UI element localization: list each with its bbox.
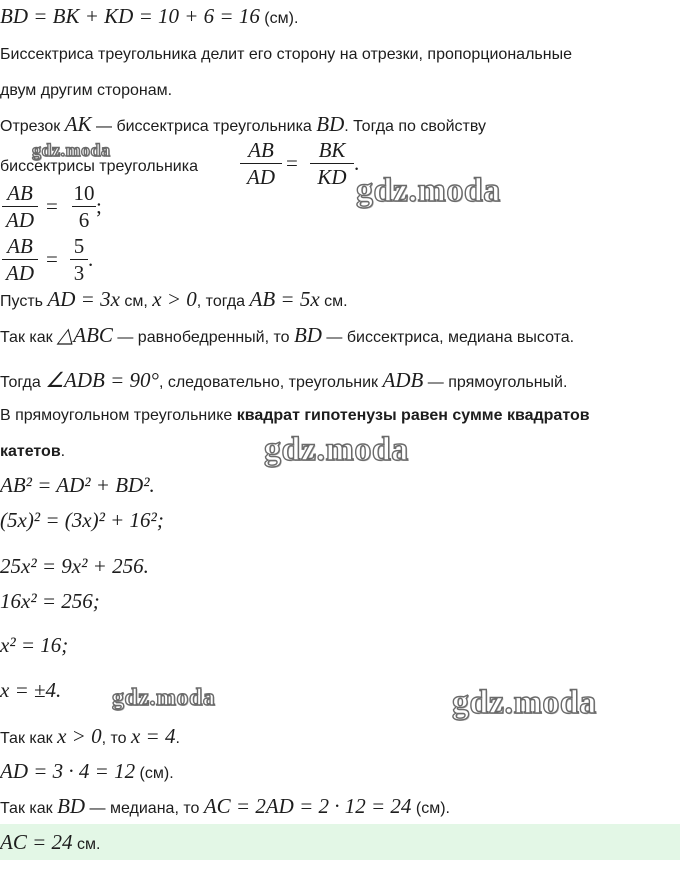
- isosceles-statement: [0, 325, 574, 348]
- math-triangle-abc: △ABC: [57, 323, 113, 347]
- watermark-logo: gdz.moda: [356, 172, 501, 209]
- fraction-bar: [70, 259, 88, 260]
- math-x-positive: x > 0: [152, 287, 197, 311]
- equation-substitution: (5x)² = (3x)² + 16²;: [0, 508, 164, 532]
- fraction-equation-1: [240, 138, 360, 190]
- equation-ad-value: [0, 761, 174, 784]
- math-x-positive: x > 0: [57, 724, 102, 748]
- fraction-numerator: 5: [73, 234, 85, 258]
- fraction-numerator: BK: [318, 138, 346, 162]
- watermark-logo: gdz.moda: [112, 685, 216, 711]
- text-part: см.: [319, 293, 348, 310]
- text-part: — биссектриса треугольника: [91, 118, 317, 135]
- unit-text: см.: [72, 836, 101, 853]
- fraction-numerator: AB: [7, 234, 33, 258]
- right-angle-statement: [0, 370, 567, 393]
- unit-text: (см).: [259, 10, 299, 27]
- answer-highlight: [0, 824, 680, 860]
- pythagorean-statement-cont: [0, 442, 65, 462]
- median-statement: [0, 796, 450, 819]
- equation-bd-sum: [0, 6, 298, 29]
- text-part: , тогда: [196, 293, 250, 310]
- bisector-property-label: биссектрисы треугольника: [0, 158, 198, 175]
- fraction-numerator: AB: [7, 181, 33, 205]
- let-ad-statement: [0, 289, 348, 312]
- equation-x-values: x = ±4.: [0, 678, 62, 702]
- segment-ak-statement: [0, 114, 486, 137]
- text-part: см,: [119, 293, 153, 310]
- text-part: Отрезок: [0, 118, 65, 135]
- text-part: — медиана, то: [85, 800, 204, 817]
- fraction-equation-2: [2, 181, 112, 233]
- math-ad-value: AD = 3 · 4 = 12: [0, 759, 136, 783]
- bold-theorem-text: квадрат гипотенузы равен сумме квадратов: [236, 407, 590, 424]
- bisector-property-text-cont: двум другим сторонам.: [0, 82, 173, 99]
- equation-expanded: 25x² = 9x² + 256.: [0, 554, 149, 578]
- text-part: .: [60, 443, 66, 460]
- fraction-denominator: AD: [247, 165, 275, 189]
- math-bd: BD: [293, 323, 322, 347]
- text-part: Так как: [0, 730, 58, 747]
- text-part: , то: [101, 730, 131, 747]
- math-bd-sum: BD = BK + KD = 10 + 6 = 16: [0, 4, 260, 28]
- pythagorean-statement: [0, 406, 590, 426]
- fraction-denominator: 3: [73, 261, 85, 285]
- fraction-equation-3: [2, 234, 112, 286]
- math-ab: AB = 5x: [249, 287, 320, 311]
- math-ac-value: AC = 2AD = 2 · 12 = 24: [203, 794, 412, 818]
- fraction-numerator: 10: [73, 181, 95, 205]
- math-angle-adb: ∠ADB = 90°: [45, 368, 159, 392]
- fraction-bar: [2, 259, 38, 260]
- text-part: — равнобедренный, то: [112, 329, 294, 346]
- fraction-bar: [2, 206, 38, 207]
- watermark-logo: gdz.moda: [452, 684, 597, 721]
- text-part: Тогда: [0, 374, 46, 391]
- fraction-bar: [240, 163, 282, 164]
- text-part: Так как: [0, 800, 58, 817]
- equals-sign: =: [46, 247, 58, 271]
- fraction-denominator: AD: [6, 208, 34, 232]
- period: .: [354, 151, 360, 175]
- period: .: [88, 247, 94, 271]
- math-adb: ADB: [382, 368, 424, 392]
- text-part: , следовательно, треугольник: [158, 374, 383, 391]
- text-part: . Тогда по свойству: [344, 118, 487, 135]
- equation-x-squared: x² = 16;: [0, 633, 69, 657]
- fraction-bar: [310, 163, 354, 164]
- bold-theorem-text: катетов: [0, 443, 61, 460]
- x-positive-statement: [0, 726, 180, 749]
- semicolon: ;: [96, 194, 102, 218]
- text-part: Так как: [0, 329, 58, 346]
- equals-sign: =: [286, 151, 298, 175]
- fraction-numerator: AB: [248, 138, 274, 162]
- bisector-property-text: Биссектриса треугольника делит его сторону на отрезки, пропорциональные: [0, 46, 572, 63]
- math-answer: AC = 24: [0, 830, 73, 854]
- equation-pythagoras: AB² = AD² + BD².: [0, 473, 155, 497]
- math-bd: BD: [57, 794, 86, 818]
- text-part: Пусть: [0, 293, 48, 310]
- watermark-logo: gdz.moda: [32, 140, 111, 160]
- fraction-denominator: 6: [78, 208, 90, 232]
- watermark-logo: gdz.moda: [264, 431, 409, 468]
- fraction-denominator: KD: [317, 165, 347, 189]
- text-part: — прямоугольный.: [423, 374, 568, 391]
- math-ak: AK: [64, 112, 92, 136]
- equation-simplified: 16x² = 256;: [0, 589, 100, 613]
- final-answer: [0, 832, 100, 855]
- text-part: — биссектриса, медиана высота.: [321, 329, 575, 346]
- unit-text: (см).: [135, 765, 174, 782]
- math-bd: BD: [316, 112, 345, 136]
- math-x-value: x = 4: [130, 724, 176, 748]
- text-part: .: [175, 730, 180, 747]
- fraction-denominator: AD: [6, 261, 34, 285]
- text-part: В прямоугольном треугольнике: [0, 407, 237, 424]
- equals-sign: =: [46, 194, 58, 218]
- fraction-bar: [72, 206, 96, 207]
- math-ad: AD = 3x: [47, 287, 120, 311]
- unit-text: (см).: [411, 800, 450, 817]
